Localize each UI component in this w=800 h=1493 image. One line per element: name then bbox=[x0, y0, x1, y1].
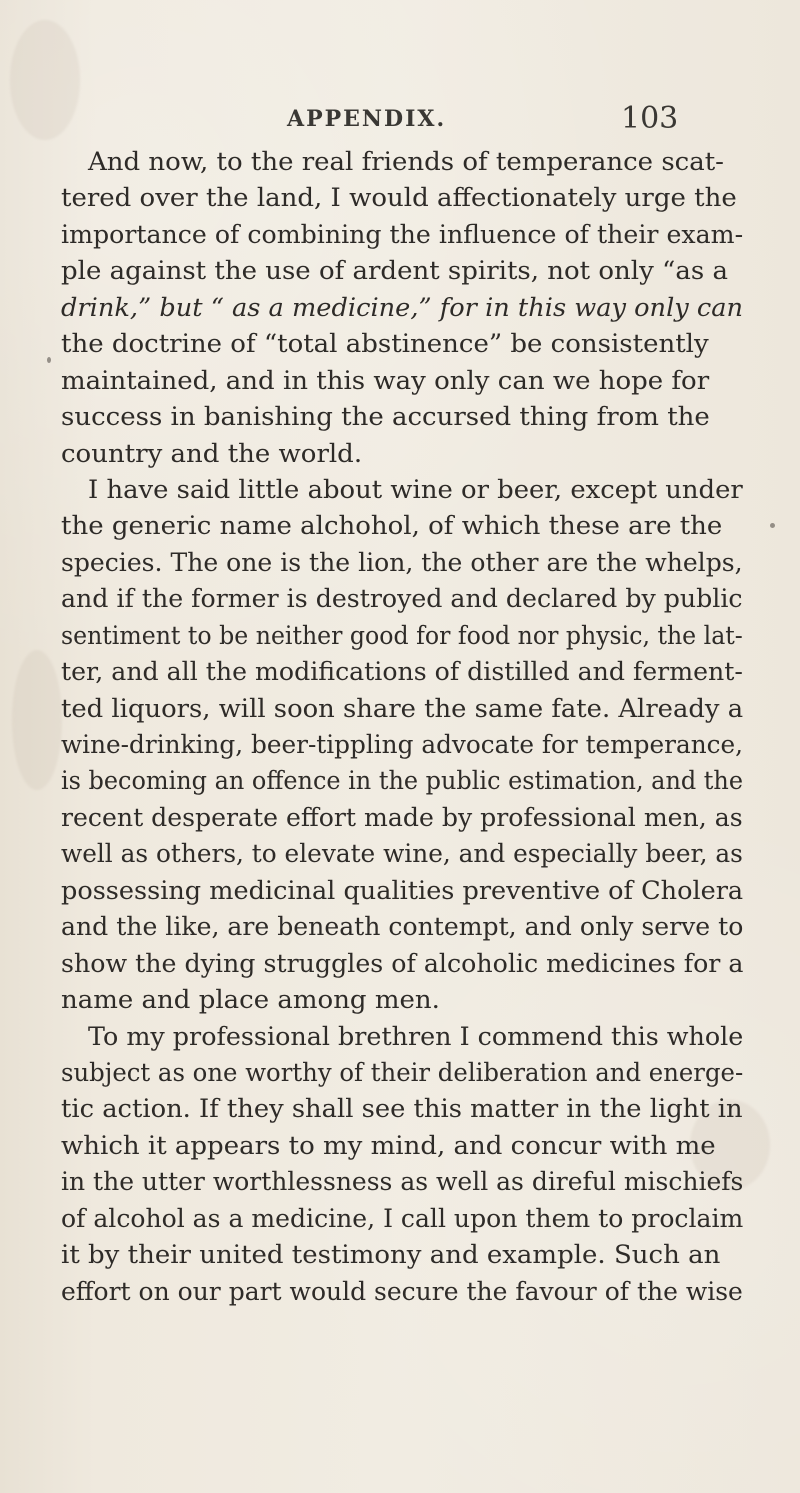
line-text: name and place among men. bbox=[61, 985, 440, 1015]
line-text: tered over the land, I would affectionately urge the bbox=[61, 183, 737, 213]
line-text: effort on our part would secure the favour of the wise bbox=[61, 1276, 743, 1306]
line-text: which it appears to my mind, and concur with me bbox=[61, 1130, 716, 1160]
text-line bbox=[61, 982, 743, 1018]
running-head: APPENDIX. bbox=[287, 106, 447, 132]
text-line bbox=[61, 436, 743, 472]
text-line bbox=[61, 217, 743, 253]
text-line bbox=[61, 946, 743, 982]
text-line bbox=[61, 1091, 743, 1127]
text-line bbox=[61, 363, 743, 399]
line-text: ple against the use of ardent spirits, not only “as a bbox=[61, 256, 728, 286]
text-line bbox=[61, 508, 743, 544]
text-line bbox=[61, 180, 743, 216]
text-line bbox=[61, 873, 743, 909]
text-line bbox=[61, 581, 743, 617]
line-text: species. The one is the lion, the other are the whelps, bbox=[61, 547, 743, 577]
paper-stain bbox=[12, 650, 62, 790]
text-line bbox=[61, 654, 743, 690]
line-text: And now, to the real friends of temperance scat- bbox=[88, 147, 724, 176]
page-number: 103 bbox=[621, 101, 679, 136]
line-text: in the utter worthlessness as well as direful mischiefs bbox=[61, 1167, 743, 1197]
line-text: it by their united testimony and example. Such an bbox=[61, 1240, 721, 1270]
line-text: country and the world. bbox=[61, 438, 363, 468]
line-text: the generic name alchohol, of which these are the bbox=[61, 511, 723, 541]
text-line bbox=[61, 472, 743, 508]
line-text: and if the former is destroyed and declared by public bbox=[61, 584, 743, 614]
line-text: wine-drinking, beer-tippling advocate for temperance, bbox=[61, 730, 743, 759]
line-text: ted liquors, will soon share the same fate. Already a bbox=[61, 693, 743, 723]
line-text: sentiment to be neither good for food nor physic, the lat- bbox=[61, 620, 743, 650]
text-line bbox=[61, 1164, 743, 1200]
text-line bbox=[61, 1019, 743, 1055]
line-text: ter, and all the modifications of distilled and ferment- bbox=[61, 657, 743, 687]
line-text: importance of combining the influence of their exam- bbox=[61, 219, 743, 249]
text-line bbox=[61, 326, 743, 362]
line-text: tic action. If they shall see this matter in the light in bbox=[61, 1094, 743, 1124]
line-text: possessing medicinal qualities preventive of Cholera bbox=[61, 875, 743, 905]
text-line bbox=[61, 763, 743, 799]
line-text: recent desperate effort made by professional men, as bbox=[61, 802, 743, 832]
line-text: and the like, are beneath contempt, and only serve to bbox=[61, 912, 743, 942]
line-text: To my professional brethren I commend this whole bbox=[88, 1021, 743, 1051]
text-line bbox=[61, 1274, 743, 1310]
line-text: well as others, to elevate wine, and especially beer, as bbox=[61, 839, 743, 869]
line-text: show the dying struggles of alcoholic medicines for a bbox=[61, 948, 743, 978]
line-text: subject as one worthy of their deliberation and energe- bbox=[61, 1057, 743, 1087]
text-line bbox=[61, 1201, 743, 1237]
line-text: the doctrine of “total abstinence” be consistently bbox=[61, 329, 709, 359]
page-header bbox=[0, 101, 800, 138]
text-line bbox=[61, 290, 743, 326]
line-text: is becoming an offence in the public estimation, and the bbox=[61, 766, 743, 796]
body-text bbox=[61, 144, 743, 1310]
line-text: of alcohol as a medicine, I call upon them to proclaim bbox=[61, 1203, 743, 1233]
text-line bbox=[61, 909, 743, 945]
text-line bbox=[61, 836, 743, 872]
text-line bbox=[61, 1128, 743, 1164]
text-line bbox=[61, 1055, 743, 1091]
text-line bbox=[61, 253, 743, 289]
text-line bbox=[61, 1237, 743, 1273]
text-line bbox=[61, 144, 743, 180]
print-speck bbox=[770, 523, 775, 528]
line-text: drink,” but “ as a medicine,” for in this way only can bbox=[61, 292, 743, 322]
text-line bbox=[61, 399, 743, 435]
text-line bbox=[61, 691, 743, 727]
print-speck bbox=[47, 357, 51, 363]
line-text: success in banishing the accursed thing from the bbox=[61, 402, 710, 432]
text-line bbox=[61, 727, 743, 763]
line-text: maintained, and in this way only can we hope for bbox=[61, 365, 710, 395]
line-text: I have said little about wine or beer, except under bbox=[88, 474, 743, 504]
text-line bbox=[61, 545, 743, 581]
text-line bbox=[61, 800, 743, 836]
text-line bbox=[61, 618, 743, 654]
